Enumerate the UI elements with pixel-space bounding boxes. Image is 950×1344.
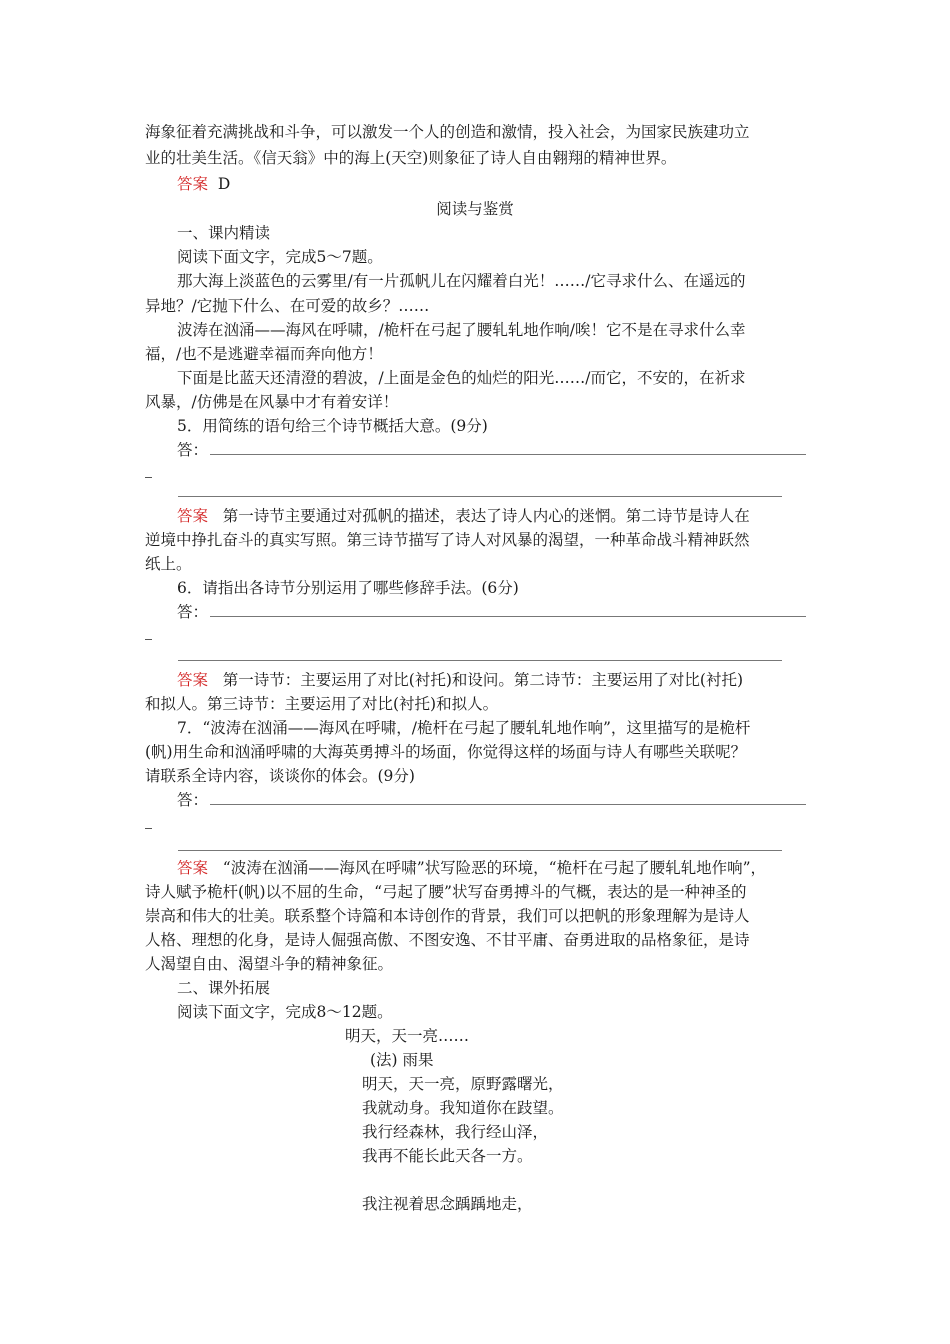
answer-blank-line[interactable]: [178, 660, 782, 661]
answer-text: “波涛在汹涌——海风在呼啸”状写险恶的环境，“桅杆在弓起了腰轧轧地作响”，: [222, 859, 766, 877]
poem-line: 我就动身。我知道你在跂望。: [362, 1099, 564, 1117]
answer-label: 答案: [177, 507, 209, 525]
answer-7: [177, 858, 766, 878]
answer-prompt: 答：: [177, 441, 209, 459]
answer-6: [177, 670, 743, 690]
answer-prompt: 答：: [177, 791, 209, 809]
intro-answer: [177, 174, 230, 194]
answer-value: D: [217, 175, 231, 193]
passage-line: 下面是比蓝天还清澄的碧波，/上面是金色的灿烂的阳光……/而它，不安的，在祈求: [177, 369, 746, 387]
answer-text: 人格、理想的化身，是诗人倔强高傲、不图安逸、不甘平庸、奋勇进取的品格象征，是诗: [145, 931, 750, 949]
answer-text: 第一诗节主要通过对孤帆的描述，表达了诗人内心的迷惘。第二诗节是诗人在: [222, 507, 750, 525]
poem-line: 我再不能长此天各一方。: [362, 1147, 533, 1165]
part-heading: 一、课内精读: [177, 224, 271, 242]
passage-line: 异地？/它抛下什么、在可爱的故乡？……: [145, 297, 430, 315]
answer-label: 答案: [177, 671, 209, 689]
part-heading: 二、课外拓展: [177, 979, 271, 997]
passage-line: 波涛在汹涌——海风在呼啸，/桅杆在弓起了腰轧轧地作响/唉！它不是在寻求什么幸: [177, 321, 746, 339]
answer-label: 答案: [177, 859, 209, 877]
passage-line: 福，/也不是逃避幸福而奔向他方！: [145, 345, 383, 363]
answer-text: 崇高和伟大的壮美。联系整个诗篇和本诗创作的背景，我们可以把帆的形象理解为是诗人: [145, 907, 750, 925]
question-7: 7．“波涛在汹涌——海风在呼啸，/桅杆在弓起了腰轧轧地作响”，这里描写的是桅杆: [177, 719, 751, 737]
passage-line: 风暴，/仿佛是在风暴中才有着安详！: [145, 393, 399, 411]
dash-mark: [145, 477, 152, 478]
answer-blank-line[interactable]: [210, 616, 806, 617]
question-6: 6．请指出各诗节分别运用了哪些修辞手法。(6分): [177, 579, 519, 597]
answer-text: 逆境中挣扎奋斗的真实写照。第三诗节描写了诗人对风暴的渴望，一种革命战斗精神跃然: [145, 531, 750, 549]
answer-blank-line[interactable]: [210, 454, 806, 455]
answer-blank-line[interactable]: [210, 804, 806, 805]
answer-blank-line[interactable]: [178, 850, 782, 851]
answer-label: 答案: [177, 175, 209, 193]
section-title: 阅读与鉴赏: [436, 200, 514, 218]
answer-5: [177, 506, 750, 526]
answer-text: 人渴望自由、渴望斗争的精神象征。: [145, 955, 394, 973]
answer-text: 诗人赋予桅杆(帆)以不屈的生命，“弓起了腰”状写奋勇搏斗的气概，表达的是一种神圣的: [145, 883, 747, 901]
answer-text: 和拟人。第三诗节：主要运用了对比(衬托)和拟人。: [145, 695, 499, 713]
question-5: 5．用简练的语句给三个诗节概括大意。(9分): [177, 417, 488, 435]
question-7: (帆)用生命和汹涌呼啸的大海英勇搏斗的场面，你觉得这样的场面与诗人有哪些关联呢？: [145, 743, 747, 761]
instruction: 阅读下面文字，完成8～12题。: [177, 1003, 393, 1021]
instruction: 阅读下面文字，完成5～7题。: [177, 248, 383, 266]
answer-text: 第一诗节：主要运用了对比(衬托)和设问。第二诗节：主要运用了对比(衬托): [222, 671, 743, 689]
answer-blank-line[interactable]: [178, 496, 782, 497]
answer-prompt: 答：: [177, 603, 209, 621]
poem-author: (法) 雨果: [370, 1051, 434, 1069]
question-7: 请联系全诗内容，谈谈你的体会。(9分): [145, 767, 415, 785]
answer-text: 纸上。: [145, 555, 192, 573]
dash-mark: [145, 828, 152, 829]
intro-line: 海象征着充满挑战和斗争，可以激发一个人的创造和激情，投入社会，为国家民族建功立: [145, 123, 750, 141]
poem-line: 明天，天一亮，原野露曙光，: [362, 1075, 564, 1093]
poem-line: 我注视着思念踽踽地走，: [362, 1195, 533, 1213]
poem-title: 明天，天一亮……: [345, 1027, 470, 1045]
poem-line: 我行经森林，我行经山泽，: [362, 1123, 549, 1141]
dash-mark: [145, 639, 152, 640]
passage-line: 那大海上淡蓝色的云雾里/有一片孤帆儿在闪耀着白光！……/它寻求什么、在遥远的: [177, 272, 746, 290]
intro-line: 业的壮美生活。《信天翁》中的海上(天空)则象征了诗人自由翱翔的精神世界。: [145, 149, 677, 167]
